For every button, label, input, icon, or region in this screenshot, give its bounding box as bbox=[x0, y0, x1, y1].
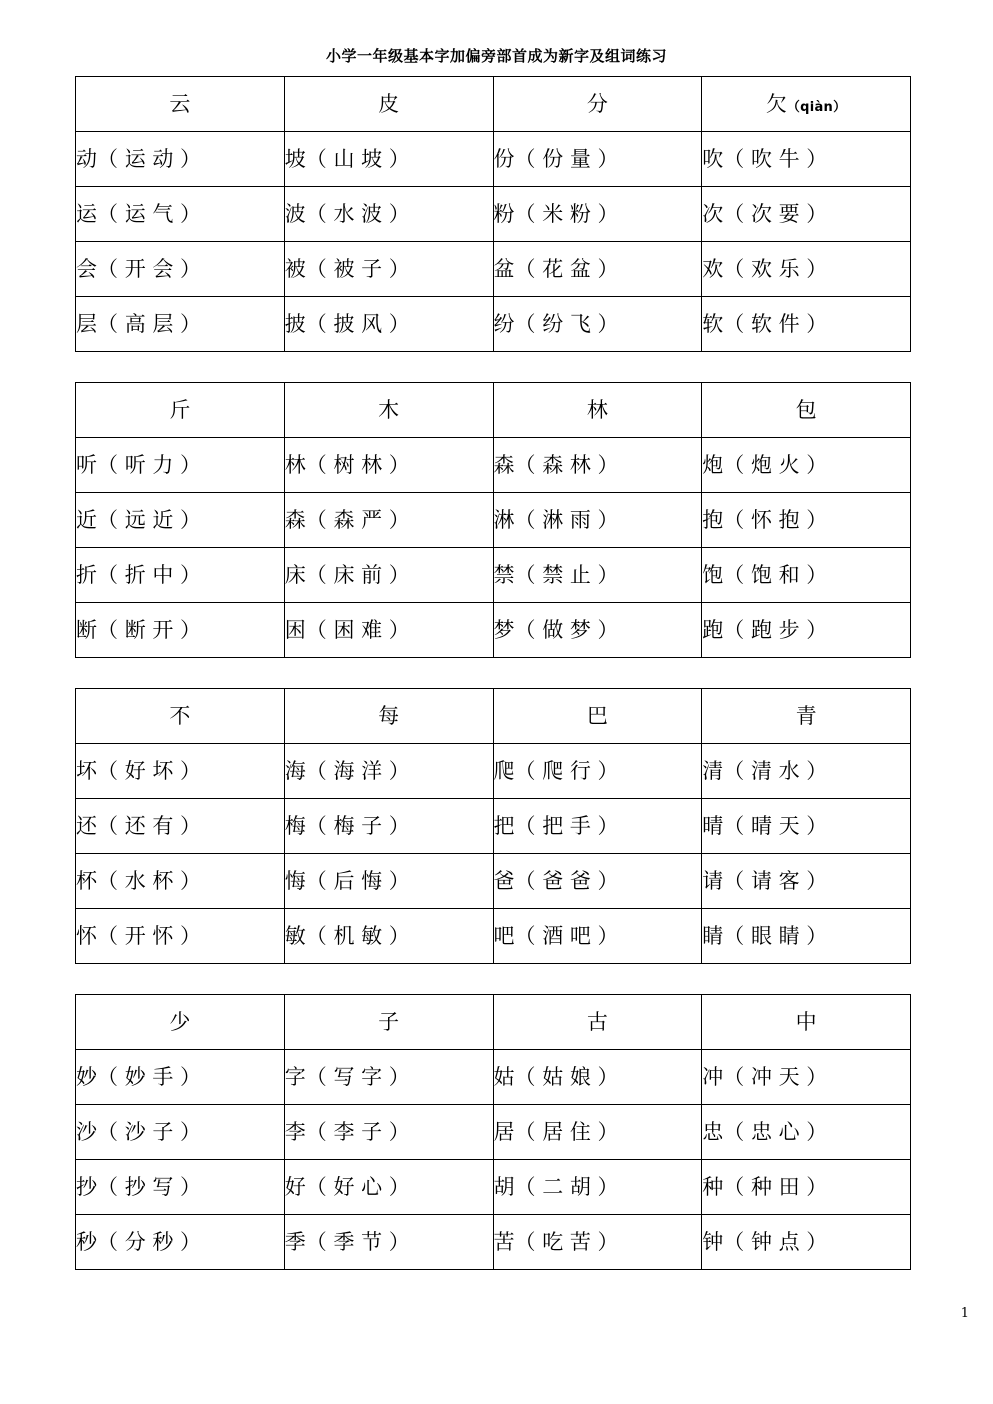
word-cell: 盆（ 花 盆 ） bbox=[493, 242, 702, 297]
example-word: 吹 牛 bbox=[750, 146, 800, 171]
base-character: 青 bbox=[795, 703, 817, 728]
example-word: 断 开 bbox=[124, 617, 174, 642]
base-character: 包 bbox=[795, 397, 817, 422]
word-cell: 胡（ 二 胡 ） bbox=[493, 1160, 702, 1215]
new-character: 运 bbox=[76, 201, 97, 226]
word-cell: 怀（ 开 怀 ） bbox=[76, 909, 285, 964]
word-table bbox=[75, 382, 911, 658]
base-character-header bbox=[493, 995, 702, 1050]
table-row bbox=[76, 1160, 911, 1215]
new-character: 抄 bbox=[76, 1174, 97, 1199]
example-word: 还 有 bbox=[124, 813, 174, 838]
table-row bbox=[76, 1050, 911, 1105]
new-character: 层 bbox=[76, 311, 97, 336]
example-word: 酒 吧 bbox=[542, 923, 591, 948]
new-character: 悔 bbox=[284, 868, 306, 893]
word-cell: 折（ 折 中 ） bbox=[76, 548, 285, 603]
new-character: 秒 bbox=[76, 1229, 97, 1254]
new-character: 杯 bbox=[76, 868, 97, 893]
table-row bbox=[76, 1105, 911, 1160]
new-character: 种 bbox=[702, 1174, 724, 1199]
new-character: 怀 bbox=[76, 923, 97, 948]
example-word: 清 水 bbox=[750, 758, 800, 783]
new-character: 妙 bbox=[76, 1064, 97, 1089]
new-character: 近 bbox=[76, 507, 97, 532]
example-word: 米 粉 bbox=[542, 201, 591, 226]
new-character: 淋 bbox=[493, 507, 515, 532]
table-row bbox=[76, 854, 911, 909]
example-word: 披 风 bbox=[333, 311, 383, 336]
new-character: 断 bbox=[76, 617, 97, 642]
example-word: 树 林 bbox=[333, 452, 383, 477]
example-word: 运 气 bbox=[124, 201, 174, 226]
base-character: 斤 bbox=[169, 397, 191, 422]
example-word: 开 怀 bbox=[124, 923, 174, 948]
word-cell: 字（ 写 字 ） bbox=[284, 1050, 493, 1105]
new-character: 坏 bbox=[76, 758, 97, 783]
new-character: 姑 bbox=[493, 1064, 515, 1089]
example-word: 妙 手 bbox=[124, 1064, 174, 1089]
word-cell: 林（ 树 林 ） bbox=[284, 438, 493, 493]
word-cell: 居（ 居 住 ） bbox=[493, 1105, 702, 1160]
new-character: 爸 bbox=[493, 868, 515, 893]
word-cell: 好（ 好 心 ） bbox=[284, 1160, 493, 1215]
new-character: 动 bbox=[76, 146, 97, 171]
new-character: 季 bbox=[284, 1229, 306, 1254]
new-character: 请 bbox=[702, 868, 724, 893]
word-cell: 秒（ 分 秒 ） bbox=[76, 1215, 285, 1270]
example-word: 梅 子 bbox=[333, 813, 383, 838]
new-character: 李 bbox=[284, 1119, 306, 1144]
new-character: 次 bbox=[702, 201, 724, 226]
new-character: 还 bbox=[76, 813, 97, 838]
table-row bbox=[76, 187, 911, 242]
word-table bbox=[75, 688, 911, 964]
base-character-header bbox=[284, 995, 493, 1050]
base-character-header bbox=[284, 383, 493, 438]
table-row bbox=[76, 242, 911, 297]
new-character: 折 bbox=[76, 562, 97, 587]
table-row bbox=[76, 297, 911, 352]
word-cell: 敏（ 机 敏 ） bbox=[284, 909, 493, 964]
example-word: 姑 娘 bbox=[542, 1064, 591, 1089]
word-cell: 忠（ 忠 心 ） bbox=[702, 1105, 911, 1160]
example-word: 怀 抱 bbox=[750, 507, 800, 532]
word-cell: 粉（ 米 粉 ） bbox=[493, 187, 702, 242]
base-character: 林 bbox=[586, 397, 608, 422]
example-word: 水 杯 bbox=[124, 868, 174, 893]
new-character: 纷 bbox=[493, 311, 515, 336]
word-cell: 杯（ 水 杯 ） bbox=[76, 854, 285, 909]
new-character: 梅 bbox=[284, 813, 306, 838]
word-table bbox=[75, 994, 911, 1270]
example-word: 眼 睛 bbox=[750, 923, 800, 948]
word-cell: 种（ 种 田 ） bbox=[702, 1160, 911, 1215]
new-character: 晴 bbox=[702, 813, 724, 838]
word-cell: 睛（ 眼 睛 ） bbox=[702, 909, 911, 964]
example-word: 抄 写 bbox=[124, 1174, 174, 1199]
example-word: 运 动 bbox=[124, 146, 174, 171]
new-character: 钟 bbox=[702, 1229, 724, 1254]
word-cell: 欢（ 欢 乐 ） bbox=[702, 242, 911, 297]
example-word: 折 中 bbox=[124, 562, 174, 587]
word-cell: 晴（ 晴 天 ） bbox=[702, 799, 911, 854]
word-cell: 季（ 季 节 ） bbox=[284, 1215, 493, 1270]
word-cell: 听（ 听 力 ） bbox=[76, 438, 285, 493]
table-row bbox=[76, 548, 911, 603]
new-character: 吧 bbox=[493, 923, 515, 948]
word-cell: 披（ 披 风 ） bbox=[284, 297, 493, 352]
example-word: 机 敏 bbox=[333, 923, 383, 948]
table-row bbox=[76, 438, 911, 493]
pinyin-text: qiàn bbox=[800, 99, 834, 115]
word-cell: 海（ 海 洋 ） bbox=[284, 744, 493, 799]
new-character: 苦 bbox=[493, 1229, 515, 1254]
table-row bbox=[76, 744, 911, 799]
new-character: 森 bbox=[493, 452, 515, 477]
new-character: 冲 bbox=[702, 1064, 724, 1089]
word-table bbox=[75, 76, 911, 352]
word-cell: 波（ 水 波 ） bbox=[284, 187, 493, 242]
new-character: 会 bbox=[76, 256, 97, 281]
base-character-header bbox=[76, 383, 285, 438]
base-character: 每 bbox=[378, 703, 400, 728]
base-character-header bbox=[284, 689, 493, 744]
word-cell: 床（ 床 前 ） bbox=[284, 548, 493, 603]
base-character: 云 bbox=[169, 91, 191, 116]
example-word: 居 住 bbox=[542, 1119, 591, 1144]
word-cell: 次（ 次 要 ） bbox=[702, 187, 911, 242]
example-word: 爸 爸 bbox=[542, 868, 591, 893]
base-character-header bbox=[284, 77, 493, 132]
word-cell: 淋（ 淋 雨 ） bbox=[493, 493, 702, 548]
example-word: 后 悔 bbox=[333, 868, 383, 893]
example-word: 冲 天 bbox=[750, 1064, 800, 1089]
table-row bbox=[76, 603, 911, 658]
example-word: 困 难 bbox=[333, 617, 383, 642]
word-cell: 饱（ 饱 和 ） bbox=[702, 548, 911, 603]
table-header-row bbox=[76, 77, 911, 132]
example-word: 禁 止 bbox=[542, 562, 591, 587]
example-word: 好 坏 bbox=[124, 758, 174, 783]
word-cell: 吧（ 酒 吧 ） bbox=[493, 909, 702, 964]
example-word: 软 件 bbox=[750, 311, 800, 336]
word-cell: 还（ 还 有 ） bbox=[76, 799, 285, 854]
table-row bbox=[76, 1215, 911, 1270]
word-cell: 森（ 森 林 ） bbox=[493, 438, 702, 493]
table-row bbox=[76, 493, 911, 548]
word-cell: 请（ 请 客 ） bbox=[702, 854, 911, 909]
base-character-header bbox=[493, 383, 702, 438]
word-cell: 被（ 被 子 ） bbox=[284, 242, 493, 297]
new-character: 盆 bbox=[493, 256, 515, 281]
word-cell: 森（ 森 严 ） bbox=[284, 493, 493, 548]
base-character: 皮 bbox=[378, 91, 400, 116]
pinyin-annotation: （qiàn） bbox=[786, 99, 847, 115]
base-character-header bbox=[76, 77, 285, 132]
new-character: 听 bbox=[76, 452, 97, 477]
new-character: 坡 bbox=[284, 146, 306, 171]
word-cell: 断（ 断 开 ） bbox=[76, 603, 285, 658]
example-word: 钟 点 bbox=[750, 1229, 800, 1254]
example-word: 炮 火 bbox=[750, 452, 800, 477]
new-character: 字 bbox=[284, 1064, 306, 1089]
example-word: 开 会 bbox=[124, 256, 174, 281]
example-word: 饱 和 bbox=[750, 562, 800, 587]
word-cell: 梅（ 梅 子 ） bbox=[284, 799, 493, 854]
example-word: 远 近 bbox=[124, 507, 174, 532]
example-word: 海 洋 bbox=[333, 758, 383, 783]
page-title: 小学一年级基本字加偏旁部首成为新字及组词练习 bbox=[325, 47, 667, 65]
table-header-row bbox=[76, 383, 911, 438]
example-word: 被 子 bbox=[333, 256, 383, 281]
new-character: 睛 bbox=[702, 923, 724, 948]
example-word: 森 严 bbox=[333, 507, 383, 532]
example-word: 沙 子 bbox=[124, 1119, 174, 1144]
new-character: 爬 bbox=[493, 758, 515, 783]
new-character: 跑 bbox=[702, 617, 724, 642]
example-word: 季 节 bbox=[333, 1229, 383, 1254]
example-word: 高 层 bbox=[124, 311, 174, 336]
new-character: 忠 bbox=[702, 1119, 724, 1144]
word-cell: 妙（ 妙 手 ） bbox=[76, 1050, 285, 1105]
example-word: 淋 雨 bbox=[542, 507, 591, 532]
tables-area bbox=[75, 76, 911, 1300]
new-character: 居 bbox=[493, 1119, 515, 1144]
new-character: 把 bbox=[493, 813, 515, 838]
example-word: 好 心 bbox=[333, 1174, 383, 1199]
word-cell: 苦（ 吃 苦 ） bbox=[493, 1215, 702, 1270]
base-character: 巴 bbox=[586, 703, 608, 728]
page-number: 1 bbox=[960, 1306, 969, 1321]
example-word: 爬 行 bbox=[542, 758, 591, 783]
word-cell: 份（ 份 量 ） bbox=[493, 132, 702, 187]
example-word: 李 子 bbox=[333, 1119, 383, 1144]
example-word: 听 力 bbox=[124, 452, 174, 477]
word-cell: 软（ 软 件 ） bbox=[702, 297, 911, 352]
word-cell: 禁（ 禁 止 ） bbox=[493, 548, 702, 603]
new-character: 胡 bbox=[493, 1174, 515, 1199]
new-character: 份 bbox=[493, 146, 515, 171]
base-character: 子 bbox=[378, 1009, 400, 1034]
new-character: 软 bbox=[702, 311, 724, 336]
word-cell: 抄（ 抄 写 ） bbox=[76, 1160, 285, 1215]
example-word: 把 手 bbox=[542, 813, 591, 838]
new-character: 波 bbox=[284, 201, 306, 226]
base-character: 不 bbox=[169, 703, 191, 728]
word-cell: 会（ 开 会 ） bbox=[76, 242, 285, 297]
base-character-header bbox=[493, 689, 702, 744]
word-cell: 炮（ 炮 火 ） bbox=[702, 438, 911, 493]
example-word: 忠 心 bbox=[750, 1119, 800, 1144]
word-cell: 梦（ 做 梦 ） bbox=[493, 603, 702, 658]
word-cell: 沙（ 沙 子 ） bbox=[76, 1105, 285, 1160]
base-character-header bbox=[76, 995, 285, 1050]
word-cell: 动（ 运 动 ） bbox=[76, 132, 285, 187]
new-character: 困 bbox=[284, 617, 306, 642]
base-character: 中 bbox=[795, 1009, 817, 1034]
new-character: 清 bbox=[702, 758, 724, 783]
table-header-row bbox=[76, 995, 911, 1050]
base-character: 少 bbox=[169, 1009, 191, 1034]
table-row bbox=[76, 799, 911, 854]
example-word: 分 秒 bbox=[124, 1229, 174, 1254]
base-character-header bbox=[76, 689, 285, 744]
new-character: 好 bbox=[284, 1174, 306, 1199]
example-word: 吃 苦 bbox=[542, 1229, 591, 1254]
base-character-header bbox=[702, 689, 911, 744]
example-word: 次 要 bbox=[750, 201, 800, 226]
example-word: 水 波 bbox=[333, 201, 383, 226]
example-word: 花 盆 bbox=[542, 256, 591, 281]
example-word: 山 坡 bbox=[333, 146, 383, 171]
example-word: 种 田 bbox=[750, 1174, 800, 1199]
example-word: 写 字 bbox=[333, 1064, 383, 1089]
table-row bbox=[76, 909, 911, 964]
new-character: 吹 bbox=[702, 146, 724, 171]
new-character: 森 bbox=[284, 507, 306, 532]
example-word: 纷 飞 bbox=[542, 311, 591, 336]
word-cell: 吹（ 吹 牛 ） bbox=[702, 132, 911, 187]
base-character: 古 bbox=[586, 1009, 608, 1034]
word-cell: 清（ 清 水 ） bbox=[702, 744, 911, 799]
new-character: 海 bbox=[284, 758, 306, 783]
example-word: 跑 步 bbox=[750, 617, 800, 642]
new-character: 粉 bbox=[493, 201, 515, 226]
example-word: 二 胡 bbox=[542, 1174, 591, 1199]
word-cell: 运（ 运 气 ） bbox=[76, 187, 285, 242]
word-cell: 困（ 困 难 ） bbox=[284, 603, 493, 658]
base-character: 分 bbox=[586, 91, 608, 116]
word-cell: 悔（ 后 悔 ） bbox=[284, 854, 493, 909]
example-word: 请 客 bbox=[750, 868, 800, 893]
new-character: 披 bbox=[284, 311, 306, 336]
word-cell: 坡（ 山 坡 ） bbox=[284, 132, 493, 187]
word-cell: 钟（ 钟 点 ） bbox=[702, 1215, 911, 1270]
new-character: 饱 bbox=[702, 562, 724, 587]
new-character: 林 bbox=[284, 452, 306, 477]
new-character: 被 bbox=[284, 256, 306, 281]
word-cell: 跑（ 跑 步 ） bbox=[702, 603, 911, 658]
example-word: 欢 乐 bbox=[750, 256, 800, 281]
example-word: 森 林 bbox=[542, 452, 591, 477]
word-cell: 姑（ 姑 娘 ） bbox=[493, 1050, 702, 1105]
new-character: 欢 bbox=[702, 256, 724, 281]
base-character-header bbox=[493, 77, 702, 132]
base-character-header bbox=[702, 77, 911, 132]
base-character: 木 bbox=[378, 397, 400, 422]
base-character-header bbox=[702, 995, 911, 1050]
base-character-header bbox=[702, 383, 911, 438]
new-character: 禁 bbox=[493, 562, 515, 587]
word-cell: 李（ 李 子 ） bbox=[284, 1105, 493, 1160]
word-cell: 纷（ 纷 飞 ） bbox=[493, 297, 702, 352]
new-character: 敏 bbox=[284, 923, 306, 948]
word-cell: 爸（ 爸 爸 ） bbox=[493, 854, 702, 909]
word-cell: 抱（ 怀 抱 ） bbox=[702, 493, 911, 548]
new-character: 梦 bbox=[493, 617, 515, 642]
word-cell: 层（ 高 层 ） bbox=[76, 297, 285, 352]
example-word: 床 前 bbox=[333, 562, 383, 587]
table-header-row bbox=[76, 689, 911, 744]
example-word: 做 梦 bbox=[542, 617, 591, 642]
word-cell: 坏（ 好 坏 ） bbox=[76, 744, 285, 799]
base-character: 欠 bbox=[765, 91, 787, 116]
word-cell: 近（ 远 近 ） bbox=[76, 493, 285, 548]
word-cell: 爬（ 爬 行 ） bbox=[493, 744, 702, 799]
new-character: 沙 bbox=[76, 1119, 97, 1144]
example-word: 晴 天 bbox=[750, 813, 800, 838]
word-cell: 把（ 把 手 ） bbox=[493, 799, 702, 854]
word-cell: 冲（ 冲 天 ） bbox=[702, 1050, 911, 1105]
table-row bbox=[76, 132, 911, 187]
new-character: 抱 bbox=[702, 507, 724, 532]
new-character: 床 bbox=[284, 562, 306, 587]
new-character: 炮 bbox=[702, 452, 724, 477]
example-word: 份 量 bbox=[542, 146, 591, 171]
